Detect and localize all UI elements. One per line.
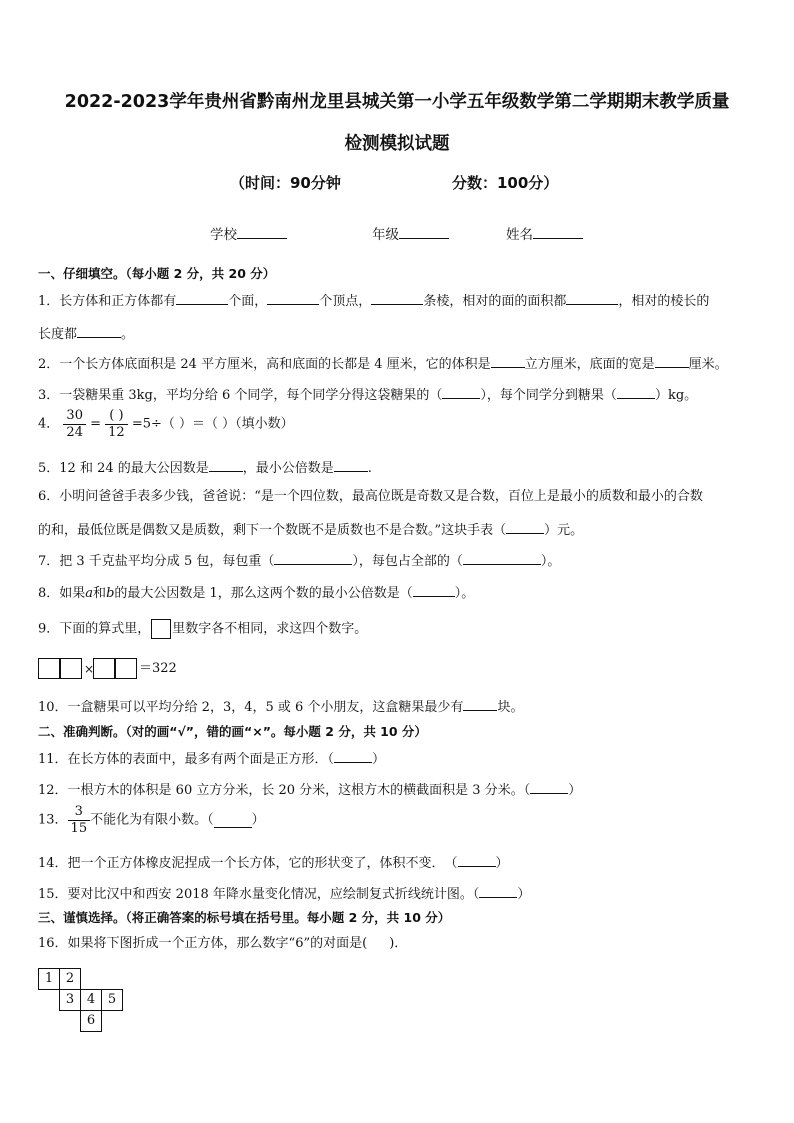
answer-blank[interactable] bbox=[442, 384, 480, 399]
q11-text: ） bbox=[372, 752, 386, 767]
q7-text: ）。 bbox=[540, 554, 561, 569]
fraction-blank-12: $\frac{( )}{12}$ bbox=[105, 408, 128, 441]
school-blank[interactable] bbox=[237, 224, 287, 239]
net-cell-2: 2 bbox=[59, 968, 81, 990]
fraction-3-15: $\frac{3}{15}$ bbox=[68, 804, 91, 837]
q9-text: 里数字各不相同，求这四个数字。 bbox=[172, 621, 368, 637]
answer-blank[interactable] bbox=[655, 353, 689, 368]
section-1-heading: 一、仔细填空。（每小题 2 分，共 20 分） bbox=[38, 266, 276, 281]
q14-text: 14．把一个正方体橡皮泥捏成一个长方体，它的形状变了，体积不变． （ bbox=[38, 856, 458, 871]
section-3-heading: 三、谨慎选择。（将正确答案的标号填在括号里。每小题 2 分，共 10 分） bbox=[38, 910, 451, 925]
school-label: 学校 bbox=[210, 227, 237, 243]
q1-text: 个顶点， bbox=[319, 294, 372, 309]
net-cell-6: 6 bbox=[80, 1010, 102, 1032]
grade-label: 年级 bbox=[372, 227, 399, 243]
q1-text: 1．长方体和正方体都有 bbox=[38, 294, 177, 309]
answer-blank[interactable] bbox=[413, 582, 455, 597]
name-label: 姓名 bbox=[506, 227, 533, 243]
q2-text: 2．一个长方体底面积是 24 平方厘米，高和底面的长都是 4 厘米，它的体积是 bbox=[38, 357, 491, 372]
question-11 bbox=[38, 748, 385, 769]
q13-text: 不能化为有限小数。（ bbox=[90, 812, 214, 828]
variable-a: a bbox=[85, 586, 94, 601]
net-cell-5: 5 bbox=[101, 989, 123, 1011]
q3-text: ），每个同学分到糖果（ bbox=[480, 388, 617, 403]
q13-text: ） bbox=[251, 812, 265, 828]
question-3 bbox=[38, 384, 697, 405]
q6-text: 的和，最低位既是偶数又是质数，剩下一个数既不是质数也不是合数。”这块手表（ bbox=[38, 523, 507, 538]
variable-b: b bbox=[106, 586, 115, 601]
answer-blank[interactable] bbox=[334, 457, 368, 472]
answer-blank[interactable] bbox=[214, 813, 252, 828]
answer-blank[interactable] bbox=[463, 696, 497, 711]
question-8 bbox=[38, 582, 474, 603]
question-7 bbox=[38, 550, 560, 571]
digit-box-icon bbox=[151, 619, 171, 639]
question-4 bbox=[38, 408, 294, 441]
q16-text: )． bbox=[389, 936, 408, 951]
fraction-30-24: $\frac{30}{24}$ bbox=[63, 408, 86, 441]
net-cell-4: 4 bbox=[80, 989, 102, 1011]
answer-blank[interactable] bbox=[77, 323, 121, 338]
question-9 bbox=[38, 619, 367, 639]
question-5 bbox=[38, 457, 372, 478]
q12-text: 12．一根方木的体积是 60 立方分米，长 20 分米，这根方木的横截面积是 3 分米。（ bbox=[38, 783, 531, 798]
digit-box-3[interactable] bbox=[93, 658, 115, 679]
question-10 bbox=[38, 696, 523, 717]
q5-text: . bbox=[367, 461, 372, 476]
net-cell-3: 3 bbox=[59, 989, 81, 1011]
net-cell-1: 1 bbox=[38, 968, 60, 990]
q4-number: 4． bbox=[38, 416, 60, 432]
q1-text: ，相对的棱长的 bbox=[618, 294, 710, 309]
answer-blank[interactable] bbox=[267, 290, 319, 305]
q15-text: 15．要对比汉中和西安 2018 年降水量变化情况，应绘制复式折线统计图。（ bbox=[38, 887, 480, 902]
q1-text: 条棱，相对的面的面积都 bbox=[423, 294, 567, 309]
q10-text: 块。 bbox=[497, 700, 524, 715]
q11-text: 11．在长方体的表面中，最多有两个面是正方形．（ bbox=[38, 752, 335, 767]
answer-blank[interactable] bbox=[479, 883, 517, 898]
digit-box-2[interactable] bbox=[60, 658, 82, 679]
q16-text: 16．如果将下图折成一个正方体，那么数字“6”的对面是( bbox=[38, 936, 368, 951]
times-sign: × bbox=[84, 662, 95, 676]
answer-blank[interactable] bbox=[334, 748, 372, 763]
exam-score: 分数：100分） bbox=[452, 174, 559, 192]
section-2-heading: 二、准确判断。（对的画“√”，错的画“×”。每小题 2 分，共 10 分） bbox=[38, 724, 427, 739]
question-13 bbox=[38, 804, 265, 837]
answer-blank[interactable] bbox=[274, 550, 352, 565]
q6-text: ）元。 bbox=[544, 523, 584, 538]
q13-number: 13． bbox=[38, 812, 68, 828]
question-1 bbox=[38, 290, 709, 311]
answer-blank[interactable]: ( ) bbox=[105, 408, 128, 425]
q5-text: ，最小公倍数是 bbox=[242, 461, 334, 476]
answer-blank[interactable] bbox=[566, 290, 618, 305]
answer-blank[interactable] bbox=[209, 457, 243, 472]
exam-title-line1: 2022-2023学年贵州省黔南州龙里县城关第一小学五年级数学第二学期期末教学质量 bbox=[64, 92, 730, 112]
question-12 bbox=[38, 779, 581, 800]
q8-text: 的最大公因数是 1，那么这两个数的最小公倍数是（ bbox=[114, 586, 413, 601]
q2-text: 厘米。 bbox=[688, 357, 728, 372]
q10-text: 10．一盒糖果可以平均分给 2，3，4，5 或 6 个小朋友，这盒糖果最少有 bbox=[38, 700, 464, 715]
question-2 bbox=[38, 353, 728, 374]
school-field bbox=[210, 223, 287, 243]
answer-blank[interactable] bbox=[530, 779, 568, 794]
q8-text: 8．如果 bbox=[38, 586, 86, 601]
grade-blank[interactable] bbox=[399, 224, 449, 239]
question-15 bbox=[38, 883, 530, 904]
question-14 bbox=[38, 852, 509, 873]
q8-text: ）。 bbox=[454, 586, 475, 601]
q3-text: ）kg。 bbox=[654, 388, 698, 403]
q2-text: 立方厘米，底面的宽是 bbox=[524, 357, 655, 372]
exam-title-line2: 检测模拟试题 bbox=[344, 134, 450, 154]
answer-blank[interactable] bbox=[617, 384, 655, 399]
q7-text: ），每包占全部的（ bbox=[352, 554, 463, 569]
answer-blank[interactable] bbox=[371, 290, 423, 305]
digit-box-4[interactable] bbox=[115, 658, 137, 679]
q14-text: ） bbox=[495, 856, 509, 871]
question-6 bbox=[38, 488, 703, 506]
answer-blank[interactable] bbox=[176, 290, 228, 305]
q6-text: 6．小明问爸爸手表多少钱，爸爸说：“是一个四位数，最高位既是奇数又是合数，百位上是最小的质数和最小的合数 bbox=[38, 489, 703, 504]
equation-result: ＝322 bbox=[139, 661, 177, 676]
answer-blank[interactable] bbox=[506, 519, 544, 534]
grade-field bbox=[372, 223, 449, 243]
q5-text: 5．12 和 24 的最大公因数是 bbox=[38, 461, 209, 476]
q9-text: 9．下面的算式里， bbox=[38, 621, 151, 637]
q1-text: 长度都 bbox=[38, 327, 78, 342]
answer-blank[interactable] bbox=[458, 852, 496, 867]
question-1-cont bbox=[38, 323, 134, 344]
q8-text: 和 bbox=[93, 586, 107, 601]
q4-text: =5÷（ ）＝（ ）（填小数） bbox=[131, 416, 294, 432]
question-6-cont bbox=[38, 519, 583, 540]
q3-text: 3．一袋糖果重 3kg，平均分给 6 个同学，每个同学分得这袋糖果的（ bbox=[38, 388, 443, 403]
q15-text: ） bbox=[517, 887, 531, 902]
answer-blank[interactable] bbox=[463, 550, 541, 565]
equals-sign: = bbox=[90, 416, 102, 432]
exam-time: （时间：90分钟 bbox=[230, 174, 341, 192]
answer-blank[interactable] bbox=[491, 353, 525, 368]
name-field bbox=[506, 223, 583, 243]
q1-text: 个面， bbox=[228, 294, 268, 309]
name-blank[interactable] bbox=[533, 224, 583, 239]
q12-text: ） bbox=[568, 783, 582, 798]
q1-text: 。 bbox=[121, 327, 135, 342]
question-16 bbox=[38, 935, 407, 953]
q7-text: 7．把 3 千克盐平均分成 5 包，每包重（ bbox=[38, 554, 275, 569]
digit-box-1[interactable] bbox=[38, 658, 60, 679]
